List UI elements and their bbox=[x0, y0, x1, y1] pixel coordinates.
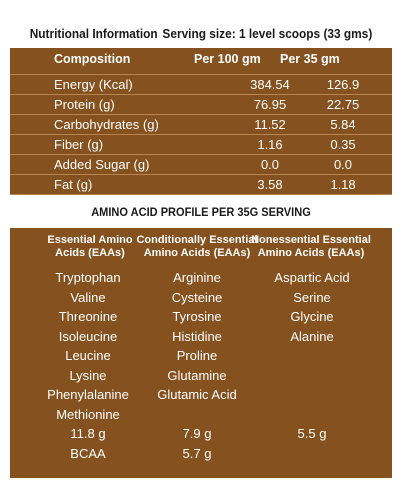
nutrition-table-header bbox=[10, 48, 392, 70]
header-line: Amino Acids (EAAs) bbox=[257, 247, 365, 259]
serving-size: Serving size: 1 level scoops (33 gms) bbox=[162, 27, 373, 41]
conditional-cell: 7.9 g bbox=[182, 426, 212, 441]
nutrition-rows bbox=[10, 74, 392, 195]
row-label: Fat (g) bbox=[54, 177, 93, 192]
conditional-cell: Cysteine bbox=[171, 289, 223, 305]
table-row bbox=[10, 405, 392, 425]
row-value-35: 5.84 bbox=[330, 117, 356, 132]
table-row bbox=[10, 424, 392, 444]
row-label: Added Sugar (g) bbox=[54, 157, 150, 172]
row-label: Energy (Kcal) bbox=[54, 77, 133, 92]
amino-rows bbox=[10, 268, 392, 463]
nutrition-title: Nutritional Information bbox=[29, 27, 158, 41]
row-value-100: 0.0 bbox=[260, 157, 280, 172]
row-value-100: 11.52 bbox=[254, 117, 286, 132]
essential-cell: 11.8 g bbox=[70, 426, 106, 441]
row-value-35: 0.35 bbox=[330, 137, 356, 152]
nonessential-cell: 5.5 g bbox=[297, 426, 327, 441]
essential-cell: Phenylalanine bbox=[47, 387, 129, 402]
table-row bbox=[10, 268, 392, 288]
table-row bbox=[10, 366, 392, 386]
table-row bbox=[10, 134, 392, 154]
conditional-cell: Arginine bbox=[173, 270, 221, 285]
essential-cell: Methionine bbox=[56, 406, 120, 422]
table-row bbox=[10, 154, 392, 174]
row-value-100: 1.16 bbox=[257, 137, 283, 152]
table-row bbox=[10, 114, 392, 134]
row-label: Fiber (g) bbox=[54, 137, 104, 152]
amino-table bbox=[10, 228, 392, 478]
table-row bbox=[10, 74, 392, 94]
col-essential bbox=[40, 234, 140, 260]
nutrition-table bbox=[10, 48, 392, 194]
nonessential-cell: Alanine bbox=[290, 328, 334, 344]
conditional-cell: 5.7 g bbox=[182, 445, 212, 461]
conditional-cell: Glutamine bbox=[167, 367, 227, 383]
row-value-100: 3.58 bbox=[257, 177, 283, 192]
row-value-35: 0.0 bbox=[333, 157, 353, 172]
nutrition-header bbox=[10, 20, 392, 48]
conditional-cell: Tyrosine bbox=[172, 309, 222, 324]
col-conditional bbox=[132, 234, 262, 260]
header-line: Amino Acids (EAAs) bbox=[143, 247, 251, 259]
essential-cell: Isoleucine bbox=[58, 328, 118, 344]
conditional-cell: Proline bbox=[176, 348, 218, 363]
col-per-100gm: Per 100 gm bbox=[194, 52, 261, 66]
row-value-35: 126.9 bbox=[326, 77, 360, 92]
nonessential-cell: Serine bbox=[293, 289, 331, 305]
table-row bbox=[10, 346, 392, 366]
row-label: Protein (g) bbox=[54, 97, 115, 112]
table-row bbox=[10, 444, 392, 464]
amino-table-header bbox=[10, 234, 392, 264]
col-per-35gm: Per 35 gm bbox=[280, 52, 340, 66]
conditional-cell: Histidine bbox=[172, 328, 222, 344]
essential-cell: Threonine bbox=[58, 309, 118, 324]
row-value-100: 384.54 bbox=[250, 77, 290, 92]
header-line: Acids (EAAs) bbox=[55, 247, 125, 259]
nonessential-cell: Glycine bbox=[290, 309, 334, 324]
row-value-35: 1.18 bbox=[330, 177, 356, 192]
nonessential-cell: Aspartic Acid bbox=[274, 270, 350, 285]
essential-cell: Valine bbox=[70, 289, 106, 305]
essential-cell: Lysine bbox=[69, 367, 107, 383]
conditional-cell: Glutamic Acid bbox=[157, 387, 237, 402]
table-row bbox=[10, 327, 392, 347]
table-row bbox=[10, 307, 392, 327]
col-nonessential bbox=[246, 234, 376, 260]
essential-cell: BCAA bbox=[70, 445, 106, 461]
table-row bbox=[10, 174, 392, 195]
header-line: Conditionally Essential bbox=[136, 234, 258, 246]
table-row bbox=[10, 94, 392, 114]
essential-cell: Leucine bbox=[65, 348, 111, 363]
amino-title: AMINO ACID PROFILE PER 35G SERVING bbox=[91, 205, 311, 219]
row-label: Carbohydrates (g) bbox=[54, 117, 159, 132]
header-line: Essential Amino bbox=[47, 234, 133, 246]
table-row bbox=[10, 385, 392, 405]
col-composition: Composition bbox=[54, 52, 131, 66]
table-row bbox=[10, 288, 392, 308]
header-line: Nonessential Essential bbox=[251, 234, 371, 246]
essential-cell: Tryptophan bbox=[55, 270, 121, 285]
row-value-35: 22.75 bbox=[326, 97, 360, 112]
row-value-100: 76.95 bbox=[253, 97, 287, 112]
